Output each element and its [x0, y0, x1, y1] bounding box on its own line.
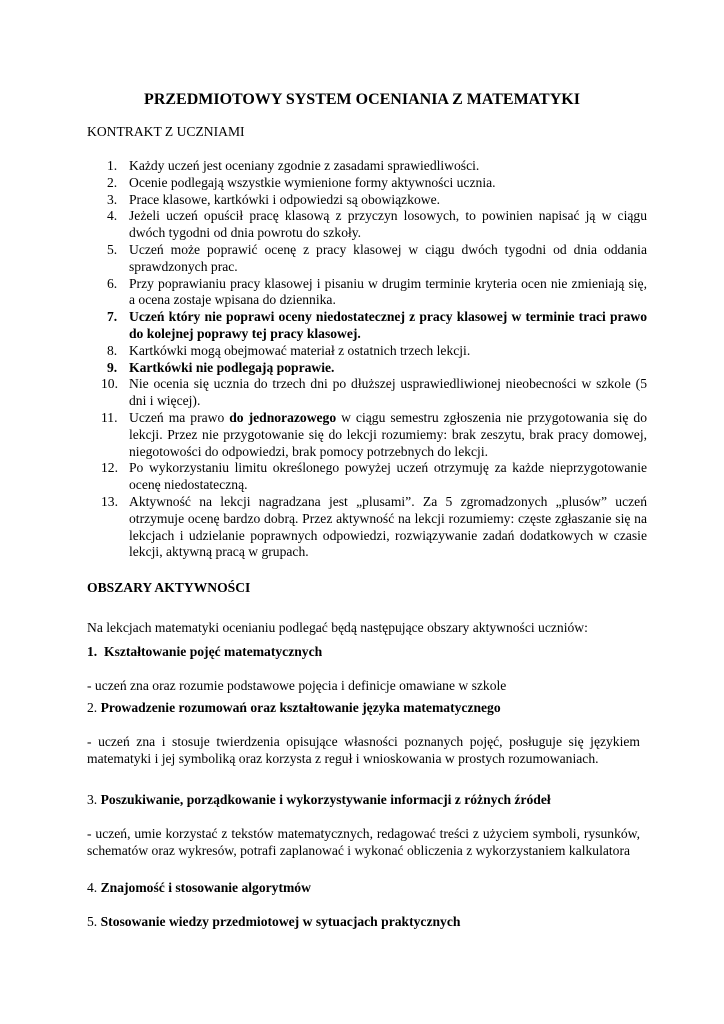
- rule-number: 9.: [107, 359, 118, 375]
- rule-text: Każdy uczeń jest oceniany zgodnie z zasadami sprawiedliwości.: [129, 158, 480, 173]
- area-title: Prowadzenie rozumowań oraz kształtowanie języka matematycznego: [100, 700, 501, 715]
- rule-text: Jeżeli uczeń opuścił pracę klasową z przyczyn losowych, to powinien napisać ją w ciągu dwóch tygodni od dnia powrotu do szkoły.: [129, 208, 647, 241]
- area-number: 5.: [87, 914, 98, 929]
- area-title: Znajomość i stosowanie algorytmów: [100, 880, 311, 895]
- rule-number: 13.: [101, 493, 118, 509]
- rule-text: Kartkówki nie podlegają poprawie.: [129, 359, 335, 375]
- area-title: Stosowanie wiedzy przedmiotowej w sytuacjach praktycznych: [100, 914, 461, 929]
- area-heading: [87, 880, 647, 897]
- rule-item: [87, 192, 647, 209]
- rule-number: 5.: [107, 241, 118, 257]
- rule-item: [87, 242, 647, 276]
- rule-number: 11.: [101, 409, 118, 425]
- area-description: - uczeń zna i stosuje twierdzenia opisujące własności poznanych pojęć, posługuje się językiem matematyki i jej symboliką oraz korzysta z reguł i wnioskowania w prostych rozumowaniach.: [87, 734, 640, 766]
- rule-text: Aktywność na lekcji nagradzana jest „plusami”. Za 5 zgromadzonych „plusów” uczeń otrzymuje ocenę bardzo dobrą. Przez aktywność na lekcji rozumiemy: częste zgłaszanie się na lekcjach i udzielanie poprawnych odpowiedzi, rozwiązywanie zadań dodatkowych w czasie lekcji, aktywną pracą w grupach.: [129, 493, 647, 560]
- area-number: 1.: [87, 644, 98, 659]
- rule-text: Przy poprawianiu pracy klasowej i pisaniu w drugim terminie kryteria ocen nie zmieniają się, a ocena zostaje wpisana do dziennika.: [129, 275, 647, 308]
- area-heading: [87, 792, 647, 809]
- area-description: - uczeń zna oraz rozumie podstawowe pojęcia i definicje omawiane w szkole: [87, 678, 507, 693]
- rule-text-c: w ciągu semestru zgłoszenia nie przygotowania się do lekcji. Przez nie przygotowanie się do lekcji rozumiemy: brak zeszytu, brak pracy domowej, niegotowości do odpowiedzi, brak pomocy potrzebnych do lekcji.: [129, 409, 647, 459]
- rule-number: 6.: [107, 275, 118, 291]
- rule-text: Prace klasowe, kartkówki i odpowiedzi są obowiązkowe.: [129, 191, 441, 207]
- rule-text: Uczeń który nie poprawi oceny niedostatecznej z pracy klasowej w terminie traci prawo do kolejnej poprawy tej pracy klasowej.: [129, 309, 647, 341]
- area-number: 3.: [87, 792, 98, 807]
- rule-text: Nie ocenia się ucznia do trzech dni po dłuższej usprawiedliwionej nieobecności w szkole (5 dni i więcej).: [129, 376, 647, 409]
- rules-list: [87, 158, 647, 561]
- rule-text: Kartkówki mogą obejmować materiał z ostatnich trzech lekcji.: [129, 342, 471, 358]
- rule-item: [87, 494, 647, 561]
- area-title: Kształtowanie pojęć matematycznych: [104, 644, 323, 659]
- rule-number: 4.: [107, 208, 118, 224]
- rule-number: 7.: [107, 309, 118, 325]
- rule-item: [87, 276, 647, 310]
- rule-item: [87, 175, 647, 192]
- rule-item: [87, 309, 647, 343]
- rule-text-a: Uczeń ma prawo: [129, 409, 230, 425]
- rule-item: [87, 376, 647, 410]
- rule-text: Po wykorzystaniu limitu określonego powyżej uczeń otrzymuję za każde nieprzygotowanie ocenę niedostateczną.: [129, 460, 647, 493]
- rule-number: 1.: [107, 158, 118, 173]
- obszary-intro: Na lekcjach matematyki ocenianiu podlegać będą następujące obszary aktywności uczniów:: [87, 620, 588, 635]
- rule-number: 10.: [101, 376, 118, 392]
- area-heading: [87, 644, 647, 661]
- area-number: 4.: [87, 880, 98, 895]
- rule-item: [87, 158, 647, 175]
- rule-item: [87, 410, 647, 460]
- rule-number: 8.: [107, 342, 118, 358]
- rule-number: 2.: [107, 174, 118, 190]
- area-number: 2.: [87, 700, 98, 715]
- rule-text: Uczeń może poprawić ocenę z pracy klasowej w ciągu dwóch tygodni od dnia oddania sprawdzonych prac.: [129, 241, 647, 274]
- area-title: Poszukiwanie, porządkowanie i wykorzystywanie informacji z różnych źródeł: [100, 792, 551, 807]
- rule-number: 12.: [101, 460, 118, 476]
- area-description: - uczeń, umie korzystać z tekstów matematycznych, redagować treści z użyciem symboli, rysunków, schematów oraz wykresów, potrafi zaplanować i wykonać obliczenia z wykorzystaniem kalkulatora: [87, 826, 640, 858]
- page-title: PRZEDMIOTOWY SYSTEM OCENIANIA Z MATEMATYKI: [144, 91, 580, 108]
- area-heading: [87, 700, 647, 717]
- rule-item: [87, 360, 647, 377]
- rule-item: [87, 343, 647, 360]
- rule-text-bold: do jednorazowego: [229, 409, 337, 425]
- rule-number: 3.: [107, 191, 118, 207]
- rule-item: [87, 460, 647, 494]
- area-heading: [87, 914, 647, 931]
- rule-item: [87, 208, 647, 242]
- rule-text: Ocenie podlegają wszystkie wymienione formy aktywności ucznia.: [129, 174, 496, 190]
- kontrakt-heading: KONTRAKT Z UCZNIAMI: [87, 124, 245, 139]
- obszary-heading: OBSZARY AKTYWNOŚCI: [87, 580, 251, 595]
